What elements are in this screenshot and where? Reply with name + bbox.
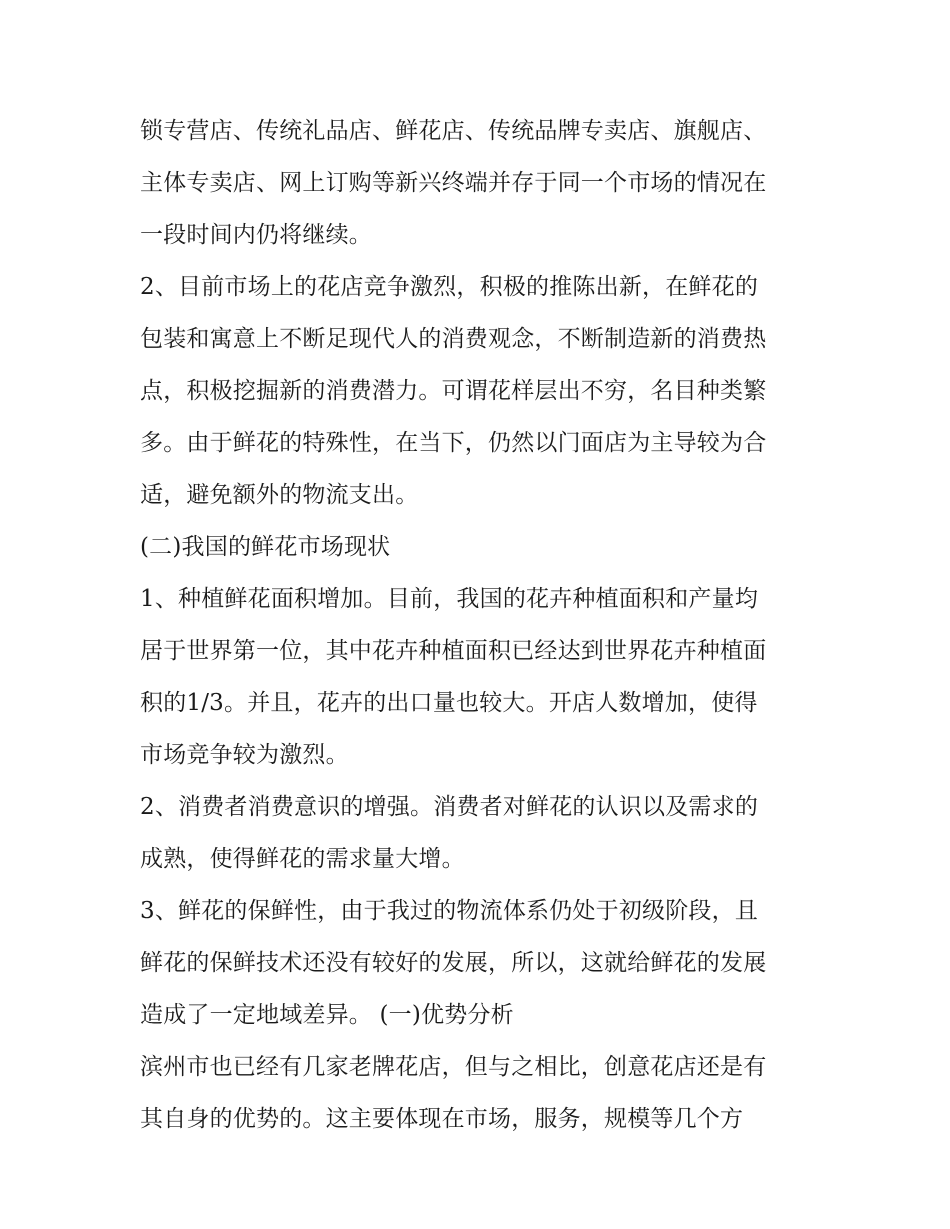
text-line: 适，避免额外的物流支出。 — [140, 482, 419, 508]
text-line: 主体专卖店、网上订购等新兴终端并存于同一个市场的情况在 — [140, 170, 767, 196]
text-line: 成熟，使得鲜花的需求量大增。 — [140, 846, 465, 872]
text-line: 2、消费者消费意识的增强。消费者对鲜花的认识以及需求的 — [140, 794, 759, 820]
text-line: 2、目前市场上的花店竞争激烈，积极的推陈出新，在鲜花的 — [140, 274, 759, 300]
text-line: 包装和寓意上不断足现代人的消费观念，不断制造新的消费热 — [140, 326, 767, 352]
text-line: 多。由于鲜花的特殊性，在当下，仍然以门面店为主导较为合 — [140, 430, 767, 456]
text-line: 积的1/3。并且，花卉的出口量也较大。开店人数增加，使得 — [140, 690, 758, 716]
text-line: 一段时间内仍将继续。 — [140, 222, 372, 248]
text-line: 锁专营店、传统礼品店、鲜花店、传统品牌专卖店、旗舰店、 — [140, 118, 767, 144]
text-line: 市场竞争较为激烈。 — [140, 742, 349, 768]
section-heading: (二)我国的鲜花市场现状 — [140, 534, 391, 560]
text-line: 其自身的优势的。这主要体现在市场，服务，规模等几个方 — [140, 1106, 744, 1132]
text-line: 1、种植鲜花面积增加。目前，我国的花卉种植面积和产量均 — [140, 586, 759, 612]
text-line: 滨州市也已经有几家老牌花店，但与之相比，创意花店还是有 — [140, 1054, 767, 1080]
text-line: 造成了一定地域差异。 (一)优势分析 — [140, 1002, 514, 1028]
text-line: 鲜花的保鲜技术还没有较好的发展，所以，这就给鲜花的发展 — [140, 950, 767, 976]
text-line: 居于世界第一位，其中花卉种植面积已经达到世界花卉种植面 — [140, 638, 767, 664]
document-body — [140, 105, 820, 1145]
text-line: 点，积极挖掘新的消费潜力。可谓花样层出不穷，名目种类繁 — [140, 378, 767, 404]
text-line: 3、鲜花的保鲜性，由于我过的物流体系仍处于初级阶段，且 — [140, 898, 759, 924]
